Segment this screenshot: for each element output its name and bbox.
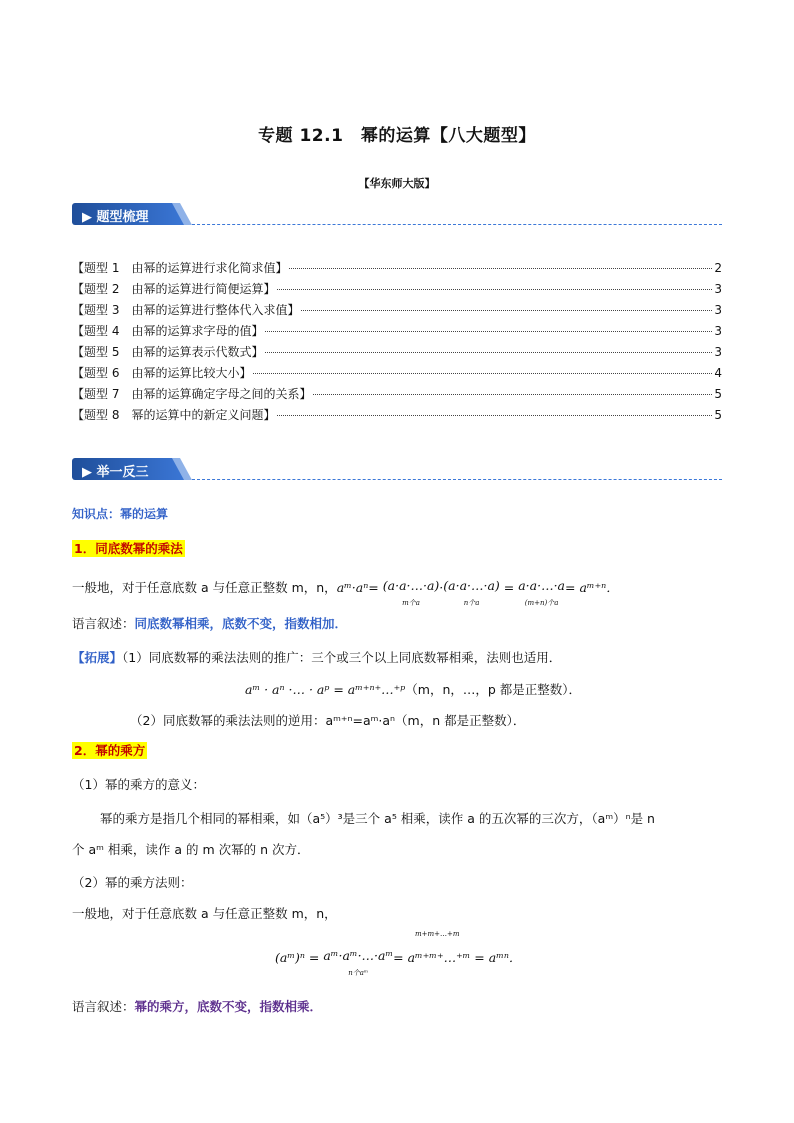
extension-formula: aᵐ · aⁿ ·… · aᵖ = aᵐ⁺ⁿ⁺…⁺ᵖ（m，n，…，p 都是正整数）． xyxy=(245,682,582,697)
toc-item-label: 【题型 5 由幂的运算表示代数式】 xyxy=(72,345,264,359)
toc-item-label: 【题型 1 由幂的运算进行求化简求值】 xyxy=(72,261,288,275)
toc-leader xyxy=(265,352,712,353)
section2-p2a: 幂的乘方是指几个相同的幂相乘，如（a⁵）³是三个 a⁵ 相乘，读作 a 的五次幂的三次方，（aᵐ）ⁿ是 n xyxy=(100,811,655,826)
toc-item-label: 【题型 7 由幂的运算确定字母之间的关系】 xyxy=(72,387,312,401)
toc-item-page: 3 xyxy=(714,324,722,338)
toc-item-page: 2 xyxy=(714,261,722,275)
section2-p2b: 个 aᵐ 相乘，读作 a 的 m 次幂的 n 次方． xyxy=(72,842,310,857)
toc-item-label: 【题型 8 幂的运算中的新定义问题】 xyxy=(72,408,276,422)
extension-1: 【拓展】（1）同底数幂的乘法法则的推广：三个或三个以上同底数幂相乘，法则也适用． xyxy=(72,650,562,665)
toc-item-label: 【题型 4 由幂的运算求字母的值】 xyxy=(72,324,264,338)
section1-intro: 一般地，对于任意底数 a 与任意正整数 m，n， xyxy=(72,580,337,595)
knowledge-heading: 知识点：幂的运算 xyxy=(72,507,169,521)
toc-item-page: 4 xyxy=(714,366,722,380)
toc-item[interactable] xyxy=(72,364,722,385)
toc-item[interactable] xyxy=(72,259,722,280)
toc-item[interactable] xyxy=(72,322,722,343)
section1-formula-line: 一般地，对于任意底数 a 与任意正整数 m，n，aᵐ·aⁿ= (a·a·…·a) m个a·(a·a·…·a) n个a = a·a·…·a (m+n)个a= aᵐ⁺ⁿ． xyxy=(72,578,619,607)
section2-p4: 一般地，对于任意底数 a 与任意正整数 m，n， xyxy=(72,906,337,921)
toc-leader xyxy=(301,310,712,311)
page-title: 专题 12.1 幂的运算【八大题型】 xyxy=(258,126,536,146)
play-icon: ▶ xyxy=(82,465,97,480)
banner-toc-label: 题型梳理 xyxy=(96,210,149,225)
toc-item-label: 【题型 6 由幂的运算比较大小】 xyxy=(72,366,252,380)
toc-item[interactable] xyxy=(72,280,722,301)
toc-leader xyxy=(277,415,712,416)
extension-2: （2）同底数幂的乘法法则的逆用：aᵐ⁺ⁿ=aᵐ·aⁿ（m，n 都是正整数）． xyxy=(130,713,526,728)
toc-item-page: 3 xyxy=(714,345,722,359)
toc-item-label: 【题型 3 由幂的运算进行整体代入求值】 xyxy=(72,303,300,317)
toc-item[interactable] xyxy=(72,406,722,427)
section2-p1: （1）幂的乘方的意义： xyxy=(72,777,205,792)
formula1-lhs: aᵐ·aⁿ= xyxy=(336,580,379,595)
banner-toc xyxy=(72,203,722,225)
toc-item[interactable] xyxy=(72,385,722,406)
toc-item-page: 5 xyxy=(714,408,722,422)
table-of-contents xyxy=(72,259,722,427)
banner-practice-label: 举一反三 xyxy=(96,465,149,480)
section2-heading: 2．幂的乘方 xyxy=(74,743,146,758)
section1-rule: 语言叙述：同底数幂相乘，底数不变，指数相加． xyxy=(72,616,348,631)
toc-leader xyxy=(313,394,712,395)
toc-leader xyxy=(265,331,712,332)
section1-heading: 1．同底数幂的乘法 xyxy=(74,541,183,556)
section2-p3: （2）幂的乘方法则： xyxy=(72,875,193,890)
banner-practice xyxy=(72,458,722,480)
toc-item[interactable] xyxy=(72,301,722,322)
toc-leader xyxy=(277,289,712,290)
toc-item-page: 5 xyxy=(714,387,722,401)
toc-item-label: 【题型 2 由幂的运算进行简便运算】 xyxy=(72,282,276,296)
toc-leader xyxy=(289,268,712,269)
section2-rule: 语言叙述：幂的乘方，底数不变，指数相乘． xyxy=(72,999,323,1014)
edition-label: 【华东师大版】 xyxy=(358,177,436,190)
play-icon: ▶ xyxy=(82,210,97,225)
toc-item[interactable] xyxy=(72,343,722,364)
toc-item-page: 3 xyxy=(714,303,722,317)
toc-item-page: 3 xyxy=(714,282,722,296)
toc-leader xyxy=(253,373,712,374)
